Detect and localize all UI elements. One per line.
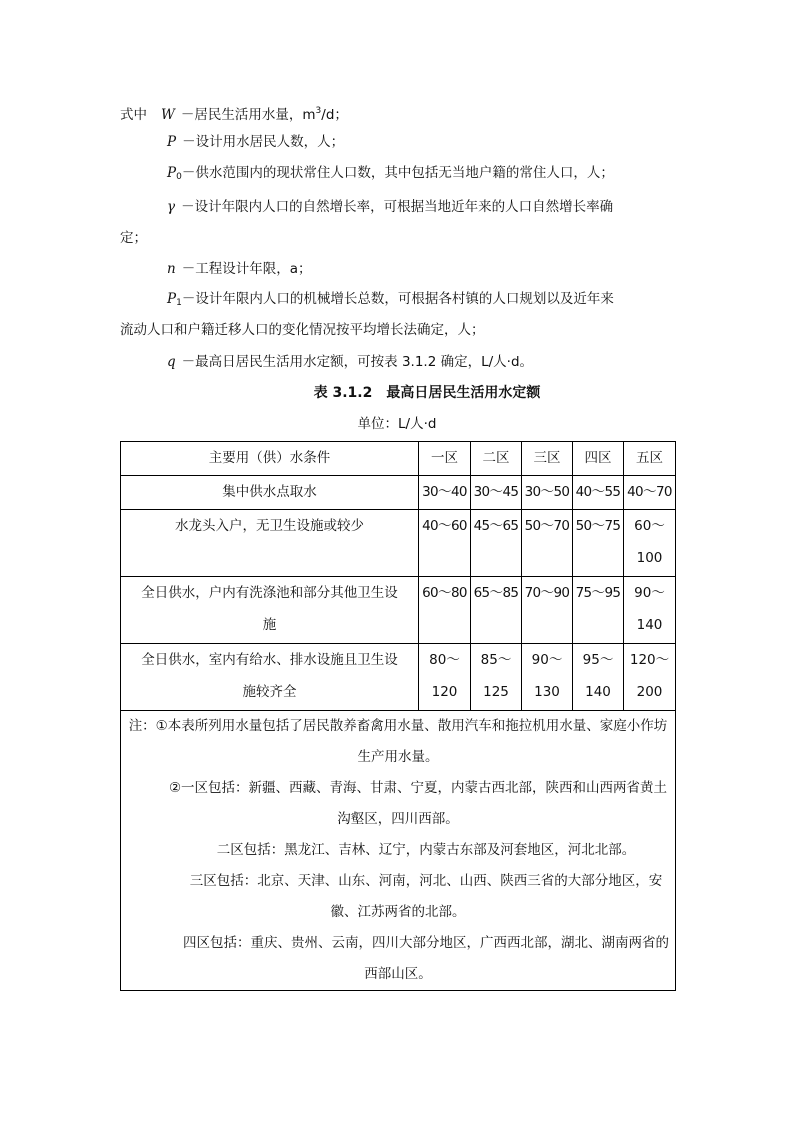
definition-p-text: －设计用水居民人数，人；: [182, 134, 345, 150]
row-value: 95～ 140: [573, 644, 624, 711]
row-value: 30～50: [522, 476, 573, 510]
note-1: 注：①本表所列用水量包括了居民散养畜禽用水量、散用汽车和拖拉机用水量、家庭小作坊生产用水量。: [128, 718, 668, 765]
definition-q: [167, 352, 533, 372]
definition-gamma-text-2: 定；: [120, 230, 147, 246]
definition-p1-text-1: －设计年限内人口的机械增长总数，可根据各村镇的人口规划以及近年来: [181, 291, 614, 307]
header-zone-4: 四区: [573, 442, 624, 476]
definition-n-text: －工程设计年限，a；: [181, 261, 312, 277]
row-value: 120～ 200: [624, 644, 676, 711]
table-title: 表 3.1.2 最高日居民生活用水定额: [313, 385, 541, 401]
definition-p1-text-2: 流动人口和户籍迁移人口的变化情况按平均增长法确定，人；: [120, 322, 485, 338]
row-value: 80～ 120: [419, 644, 471, 711]
table-header-row: [121, 442, 676, 476]
table-row: [121, 476, 676, 510]
variable-gamma: γ: [167, 199, 176, 215]
definition-p1: [167, 289, 614, 313]
row-value: 40～55: [573, 476, 624, 510]
definition-p0-text: －供水范围内的现状常住人口数，其中包括无当地户籍的常住人口，人；: [181, 165, 614, 181]
note-5: 四区包括：重庆、贵州、云南，四川大部分地区，广西西北部，湖北、湖南两省的西部山区。: [183, 935, 669, 982]
variable-p: P: [167, 134, 177, 150]
variable-n: n: [167, 261, 176, 277]
table-unit: 单位：L/人·d: [357, 416, 437, 432]
variable-p0-sub: 0: [176, 172, 182, 182]
definition-w-sup: 3: [315, 106, 322, 116]
water-quota-table: [120, 441, 676, 991]
row-value: 90～ 130: [522, 644, 573, 711]
note-4: 三区包括：北京、天津、山东、河南，河北、山西、陕西三省的大部分地区，安徽、江苏两省的北部。: [189, 873, 663, 920]
definition-gamma-cont: [120, 228, 147, 248]
definition-w-text: －居民生活用水量，m: [180, 107, 316, 123]
row-value: 40～70: [624, 476, 676, 510]
row-condition: 水龙头入户，无卫生设施或较少: [121, 510, 419, 577]
row-value: 60～80: [419, 577, 471, 644]
row-value: 30～40: [419, 476, 471, 510]
variable-p1-sub: 1: [176, 298, 182, 308]
row-value: 60～ 100: [624, 510, 676, 577]
row-condition: 集中供水点取水: [121, 476, 419, 510]
row-value: 90～ 140: [624, 577, 676, 644]
note-2: ②一区包括：新疆、西藏、青海、甘肃、宁夏，内蒙古西北部，陕西和山西两省黄土沟壑区，四川西部。: [168, 780, 668, 827]
row-value: 70～90: [522, 577, 573, 644]
row-value: 30～45: [471, 476, 522, 510]
row-value: 65～85: [471, 577, 522, 644]
definition-q-text: －最高日居民生活用水定额，可按表 3.1.2 确定，L/人·d。: [181, 354, 534, 370]
variable-p1: P: [167, 291, 177, 307]
definition-w: [120, 101, 348, 125]
definition-gamma-text-1: －设计年限内人口的自然增长率，可根据当地近年来的人口自然增长率确: [181, 199, 614, 215]
definition-gamma: [167, 197, 613, 217]
row-value: 45～65: [471, 510, 522, 577]
header-condition: 主要用（供）水条件: [121, 442, 419, 476]
definition-n: [167, 259, 311, 279]
table-row: [121, 510, 676, 577]
header-zone-2: 二区: [471, 442, 522, 476]
row-condition: 全日供水，户内有洗涤池和部分其他卫生设 施: [121, 577, 419, 644]
header-zone-5: 五区: [624, 442, 676, 476]
table-notes: [121, 711, 676, 991]
row-value: 50～75: [573, 510, 624, 577]
table-row: [121, 577, 676, 644]
definition-p1-cont: [120, 320, 485, 340]
row-condition: 全日供水，室内有给水、排水设施且卫生设 施较齐全: [121, 644, 419, 711]
note-3: 二区包括：黑龙江、吉林、辽宁，内蒙古东部及河套地区，河北北部。: [216, 842, 636, 858]
table-notes-row: [121, 711, 676, 991]
definition-prefix: 式中: [120, 107, 147, 123]
definition-p0: [167, 163, 614, 187]
variable-w: W: [161, 107, 175, 123]
header-zone-3: 三区: [522, 442, 573, 476]
row-value: 85～ 125: [471, 644, 522, 711]
table-row: [121, 644, 676, 711]
row-value: 75～95: [573, 577, 624, 644]
header-zone-1: 一区: [419, 442, 471, 476]
variable-q: q: [167, 354, 176, 370]
row-value: 40～60: [419, 510, 471, 577]
definition-p: [167, 132, 344, 152]
row-value: 50～70: [522, 510, 573, 577]
variable-p0: P: [167, 165, 177, 181]
definition-w-tail: /d；: [321, 107, 348, 123]
